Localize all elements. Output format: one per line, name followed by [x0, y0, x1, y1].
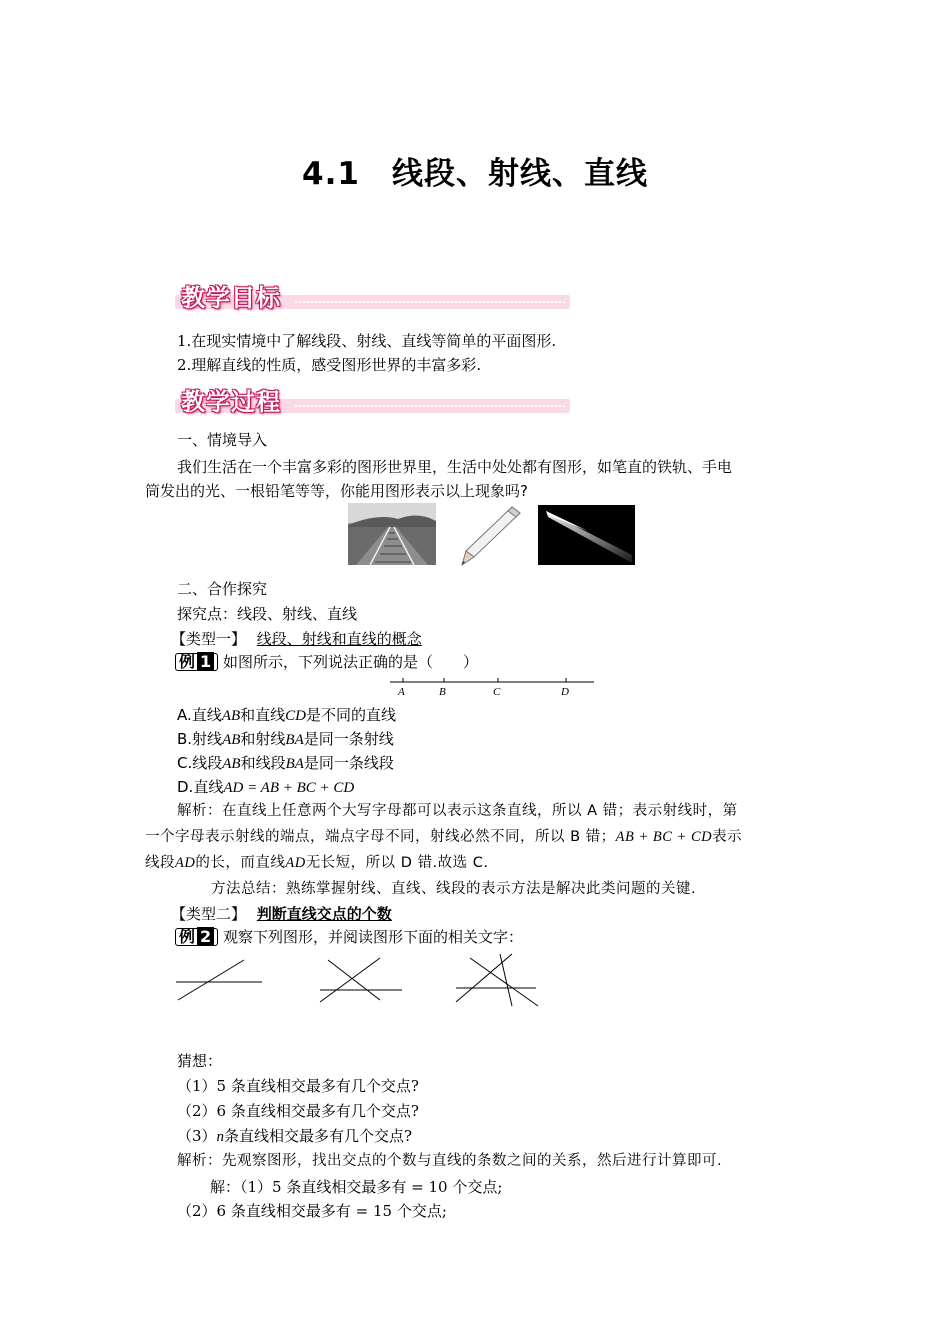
four-lines-figure: [456, 954, 538, 1006]
question-text: 如图所示，下列说法正确的是（ ）: [222, 653, 478, 671]
example1-question: [175, 651, 478, 673]
analysis-text: 的长，而直线: [195, 855, 286, 871]
point-label: B: [439, 686, 446, 698]
option-text: 是同一条射线: [303, 730, 394, 748]
method-text: 熟练掌握射线、直线、线段的表示方法是解决此类问题的关键.: [286, 881, 697, 897]
flashlight-beam-image: [538, 505, 635, 565]
type1-heading: [171, 628, 422, 650]
option-text: B.射线: [177, 730, 223, 748]
goal-2: 2.理解直线的性质，感受图形世界的丰富多彩.: [177, 356, 482, 374]
option-d: [177, 776, 354, 799]
analysis1-line3: [145, 850, 489, 876]
analysis-text: 线段: [145, 855, 175, 871]
method-label: 方法总结：: [211, 881, 286, 897]
intro-text-line2: 筒发出的光、一根铅笔等等，你能用图形表示以上现象吗?: [145, 482, 528, 500]
intro-text-line1: 我们生活在一个丰富多彩的图形世界里，生活中处处都有图形，如笔直的铁轨、手电: [177, 458, 733, 476]
example-badge: [175, 928, 218, 946]
analysis1-line1: [177, 798, 738, 824]
guess-3: [177, 1125, 412, 1148]
guess-text: （3）: [177, 1127, 217, 1145]
analysis1-line2: [145, 824, 742, 850]
analysis-text: 无长短，所以 D 错.故选 C.: [305, 855, 489, 871]
type1-bracket: 【类型一】: [171, 630, 247, 648]
point-label: A: [398, 686, 405, 698]
part2-heading: 二、合作探究: [177, 580, 268, 598]
option-text: 和直线: [240, 706, 286, 724]
section-title: 教学目标: [181, 284, 281, 312]
var: CD: [285, 708, 306, 724]
guess-text: 条直线相交最多有几个交点?: [224, 1127, 413, 1145]
intro-illustrations: [348, 503, 636, 567]
var: AB: [221, 708, 241, 724]
analysis-text: 先观察图形，找出交点的个数与直线的条数之间的关系，然后进行计算即可.: [222, 1153, 723, 1169]
analysis-text: 一个字母表示射线的端点，端点字母不同，射线必然不同，所以 B 错；: [145, 829, 616, 845]
badge-number: 2: [197, 927, 214, 946]
section-banner-teaching-process: [175, 382, 570, 422]
guess-2: （2）6 条直线相交最多有几个交点?: [177, 1102, 419, 1120]
two-lines-figure: [176, 960, 262, 1000]
var: AB: [222, 732, 241, 748]
option-a: [177, 704, 396, 727]
explore-point: 探究点：线段、射线、直线: [177, 605, 358, 623]
analysis-label: 解析：: [177, 803, 222, 819]
option-text: C.线段: [177, 754, 223, 772]
var: AD: [175, 855, 196, 871]
expression: AD = AB + BC + CD: [223, 780, 355, 796]
var: BA: [285, 732, 304, 748]
section-banner-teaching-goals: [175, 278, 570, 318]
point-label: C: [493, 686, 501, 698]
pencil-image: [462, 507, 520, 565]
badge-label: 例: [179, 927, 196, 946]
point-label: D: [561, 686, 569, 698]
line-abcd-figure: [388, 676, 598, 698]
expression: AB + BC + CD: [615, 829, 713, 845]
solution-label: 解：: [210, 1178, 241, 1196]
var: n: [216, 1129, 225, 1145]
analysis2: [177, 1148, 722, 1174]
railway-image: [348, 503, 436, 565]
option-b: [177, 728, 394, 751]
solution-2: （2）6 条直线相交最多有 = 15 个交点;: [177, 1202, 447, 1220]
analysis-text: 在直线上任意两个大写字母都可以表示这条直线，所以 A 错；表示射线时，第: [222, 803, 738, 819]
type1-title: 线段、射线和直线的概念: [256, 630, 422, 648]
question-text: 观察下列图形，并阅读图形下面的相关文字：: [222, 928, 523, 946]
option-c: [177, 752, 394, 775]
example-badge: [175, 653, 218, 671]
var: AB: [222, 756, 241, 772]
guess-label: 猜想：: [177, 1052, 223, 1070]
example2-question: [175, 926, 523, 948]
part1-heading: 一、情境导入: [177, 431, 268, 449]
page-title: 4.1 线段、射线、直线: [302, 156, 648, 192]
option-text: 是同一条线段: [303, 754, 394, 772]
type2-bracket: 【类型二】: [171, 905, 247, 923]
guess-1: （1）5 条直线相交最多有几个交点?: [177, 1077, 419, 1095]
intersecting-lines-figures: [170, 950, 550, 1010]
option-text: A.直线: [177, 706, 222, 724]
analysis-text: 表示: [712, 829, 743, 845]
type2-heading: [171, 903, 392, 925]
section-title: 教学过程: [181, 388, 281, 416]
solution-text: （1）5 条直线相交最多有 = 10 个交点;: [240, 1178, 503, 1196]
analysis-label: 解析：: [177, 1153, 222, 1169]
option-text: 是不同的直线: [305, 706, 396, 724]
method-summary: [211, 876, 696, 902]
badge-label: 例: [179, 652, 196, 671]
type2-title: 判断直线交点的个数: [256, 905, 392, 923]
badge-number: 1: [197, 652, 214, 671]
solution-1: [210, 1176, 502, 1198]
goal-1: 1.在现实情境中了解线段、射线、直线等简单的平面图形.: [177, 332, 557, 350]
option-text: 和射线: [240, 730, 286, 748]
option-text: 和线段: [240, 754, 286, 772]
var: BA: [285, 756, 304, 772]
option-text: D.直线: [177, 778, 224, 796]
var: AD: [285, 855, 306, 871]
three-lines-figure: [320, 958, 402, 1002]
